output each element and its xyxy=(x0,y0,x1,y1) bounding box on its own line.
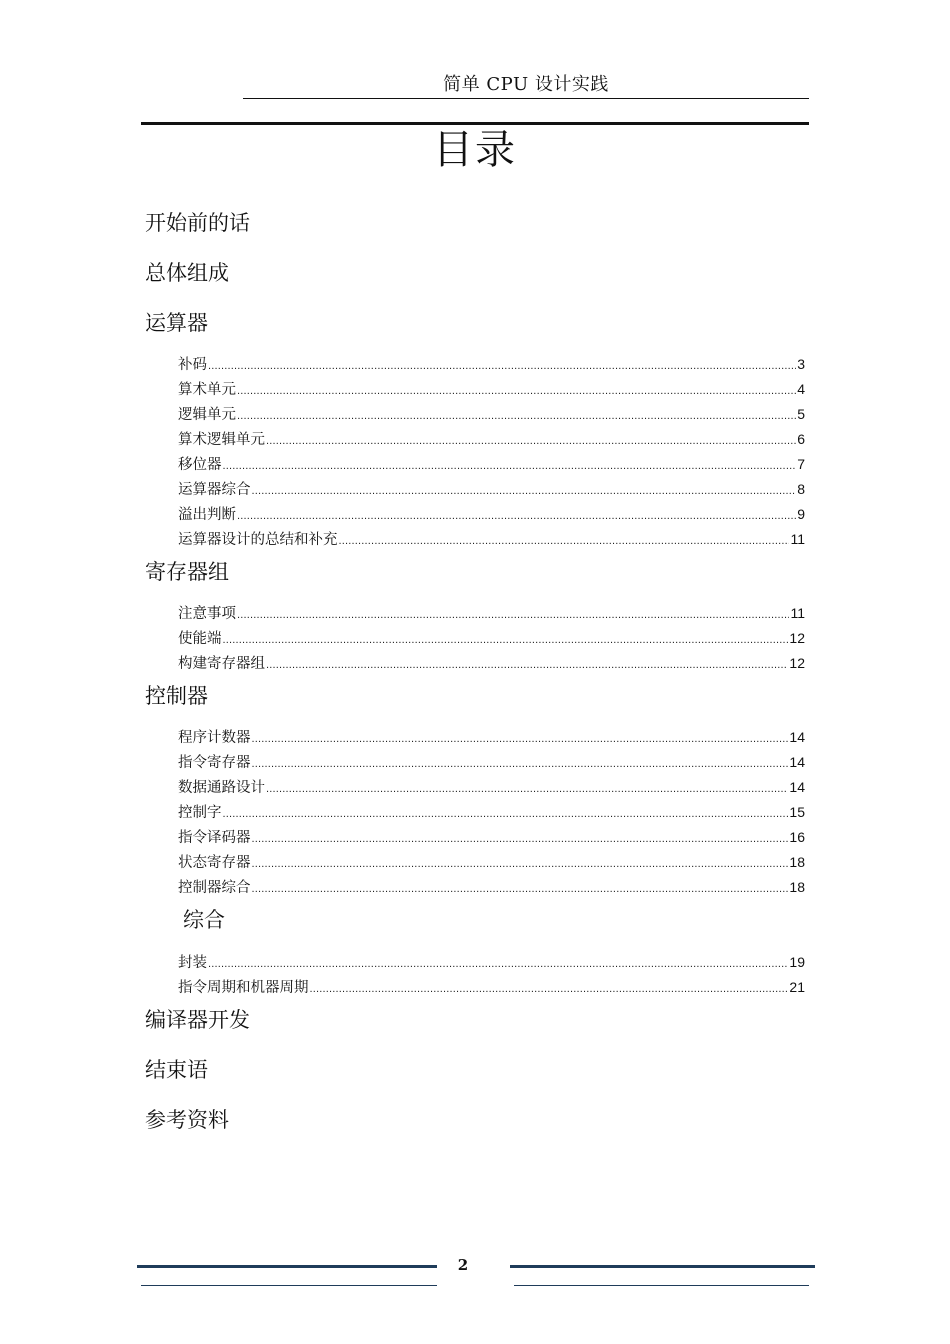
dot-leader xyxy=(237,410,796,422)
toc-entry-page: 8 xyxy=(797,481,805,497)
toc-entry[interactable] xyxy=(178,503,805,523)
toc-entry-page: 12 xyxy=(789,655,805,671)
dot-leader xyxy=(310,983,789,995)
dot-leader xyxy=(208,958,788,970)
page-number: 2 xyxy=(457,1256,469,1274)
toc-entry[interactable] xyxy=(178,652,805,672)
toc-entry[interactable] xyxy=(178,726,805,746)
toc-entry-label: 运算器综合 xyxy=(178,482,251,498)
toc-entry-page: 4 xyxy=(797,381,805,397)
toc-entry[interactable] xyxy=(178,776,805,796)
toc-entry[interactable] xyxy=(178,528,805,548)
dot-leader xyxy=(223,460,797,472)
dot-leader xyxy=(237,510,796,522)
toc-entry[interactable] xyxy=(178,478,805,498)
toc-entry-page: 11 xyxy=(790,605,805,621)
toc-entry-page: 21 xyxy=(789,979,805,995)
toc-entry-page: 9 xyxy=(797,506,805,522)
toc-heading-register-file[interactable]: 寄存器组 xyxy=(145,560,229,584)
dot-leader xyxy=(252,485,797,497)
toc-entry[interactable] xyxy=(178,627,805,647)
toc-entry-label: 移位器 xyxy=(178,457,222,473)
dot-leader xyxy=(252,858,789,870)
toc-entry-label: 注意事项 xyxy=(178,606,236,622)
toc-entry-label: 控制器综合 xyxy=(178,880,251,896)
toc-heading-conclusion[interactable]: 结束语 xyxy=(145,1058,208,1082)
toc-entry-page: 16 xyxy=(789,829,805,845)
toc-entry-page: 18 xyxy=(789,879,805,895)
toc-entry-page: 11 xyxy=(790,531,805,547)
footer-rule-left-bottom xyxy=(141,1285,437,1286)
toc-title: 目录 xyxy=(433,127,517,173)
toc-entry[interactable] xyxy=(178,751,805,771)
dot-leader xyxy=(252,758,789,770)
dot-leader xyxy=(252,733,789,745)
toc-entry-label: 补码 xyxy=(178,357,207,373)
toc-heading-overview[interactable]: 总体组成 xyxy=(145,261,229,285)
dot-leader xyxy=(208,360,796,372)
toc-entry-label: 运算器设计的总结和补充 xyxy=(178,532,338,548)
toc-entry[interactable] xyxy=(178,801,805,821)
toc-entry-label: 使能端 xyxy=(178,631,222,647)
toc-entry-label: 溢出判断 xyxy=(178,507,236,523)
toc-entry-label: 控制字 xyxy=(178,805,222,821)
toc-entry-label: 构建寄存器组 xyxy=(178,656,265,672)
toc-entry-label: 指令译码器 xyxy=(178,830,251,846)
footer-rule-right-bottom xyxy=(514,1285,809,1286)
toc-entry[interactable] xyxy=(178,428,805,448)
toc-entry[interactable] xyxy=(178,353,805,373)
footer-rule-right-top xyxy=(510,1265,815,1268)
toc-entry-label: 数据通路设计 xyxy=(178,780,265,796)
toc-entry[interactable] xyxy=(178,976,805,996)
toc-entry[interactable] xyxy=(178,453,805,473)
dot-leader xyxy=(252,883,789,895)
toc-entry-label: 封装 xyxy=(178,955,207,971)
toc-heading-references[interactable]: 参考资料 xyxy=(145,1108,229,1132)
toc-entry[interactable] xyxy=(178,378,805,398)
toc-heading-compiler[interactable]: 编译器开发 xyxy=(145,1008,250,1032)
toc-entry-page: 15 xyxy=(789,804,805,820)
toc-heading-integration[interactable]: 综合 xyxy=(183,908,225,932)
running-header-title: 简单 CPU 设计实践 xyxy=(443,74,609,95)
toc-heading-alu[interactable]: 运算器 xyxy=(145,311,208,335)
toc-heading-controller[interactable]: 控制器 xyxy=(145,684,208,708)
toc-entry-page: 7 xyxy=(797,456,805,472)
toc-entry-label: 程序计数器 xyxy=(178,730,251,746)
toc-entry-label: 状态寄存器 xyxy=(178,855,251,871)
dot-leader xyxy=(237,609,789,621)
toc-entry-page: 19 xyxy=(789,954,805,970)
toc-entry-page: 5 xyxy=(797,406,805,422)
toc-entry-page: 6 xyxy=(797,431,805,447)
toc-entry-page: 3 xyxy=(797,356,805,372)
toc-entry-label: 算术逻辑单元 xyxy=(178,432,265,448)
toc-entry-page: 14 xyxy=(789,779,805,795)
dot-leader xyxy=(339,535,790,547)
toc-entry[interactable] xyxy=(178,602,805,622)
toc-entry-label: 算术单元 xyxy=(178,382,236,398)
dot-leader xyxy=(223,634,789,646)
footer-rule-left-top xyxy=(137,1265,437,1268)
toc-entry[interactable] xyxy=(178,851,805,871)
toc-entry-label: 逻辑单元 xyxy=(178,407,236,423)
toc-entry-label: 指令周期和机器周期 xyxy=(178,980,309,996)
toc-heading-opening[interactable]: 开始前的话 xyxy=(145,211,250,235)
toc-entry-label: 指令寄存器 xyxy=(178,755,251,771)
toc-entry[interactable] xyxy=(178,403,805,423)
dot-leader xyxy=(266,783,788,795)
dot-leader xyxy=(266,435,796,447)
toc-entry-page: 12 xyxy=(789,630,805,646)
dot-leader xyxy=(266,659,788,671)
toc-entry[interactable] xyxy=(178,951,805,971)
dot-leader xyxy=(237,385,796,397)
toc-entry-page: 18 xyxy=(789,854,805,870)
dot-leader xyxy=(252,833,789,845)
dot-leader xyxy=(223,808,789,820)
toc-entry-page: 14 xyxy=(789,729,805,745)
toc-entry[interactable] xyxy=(178,826,805,846)
toc-entry[interactable] xyxy=(178,876,805,896)
toc-entry-page: 14 xyxy=(789,754,805,770)
